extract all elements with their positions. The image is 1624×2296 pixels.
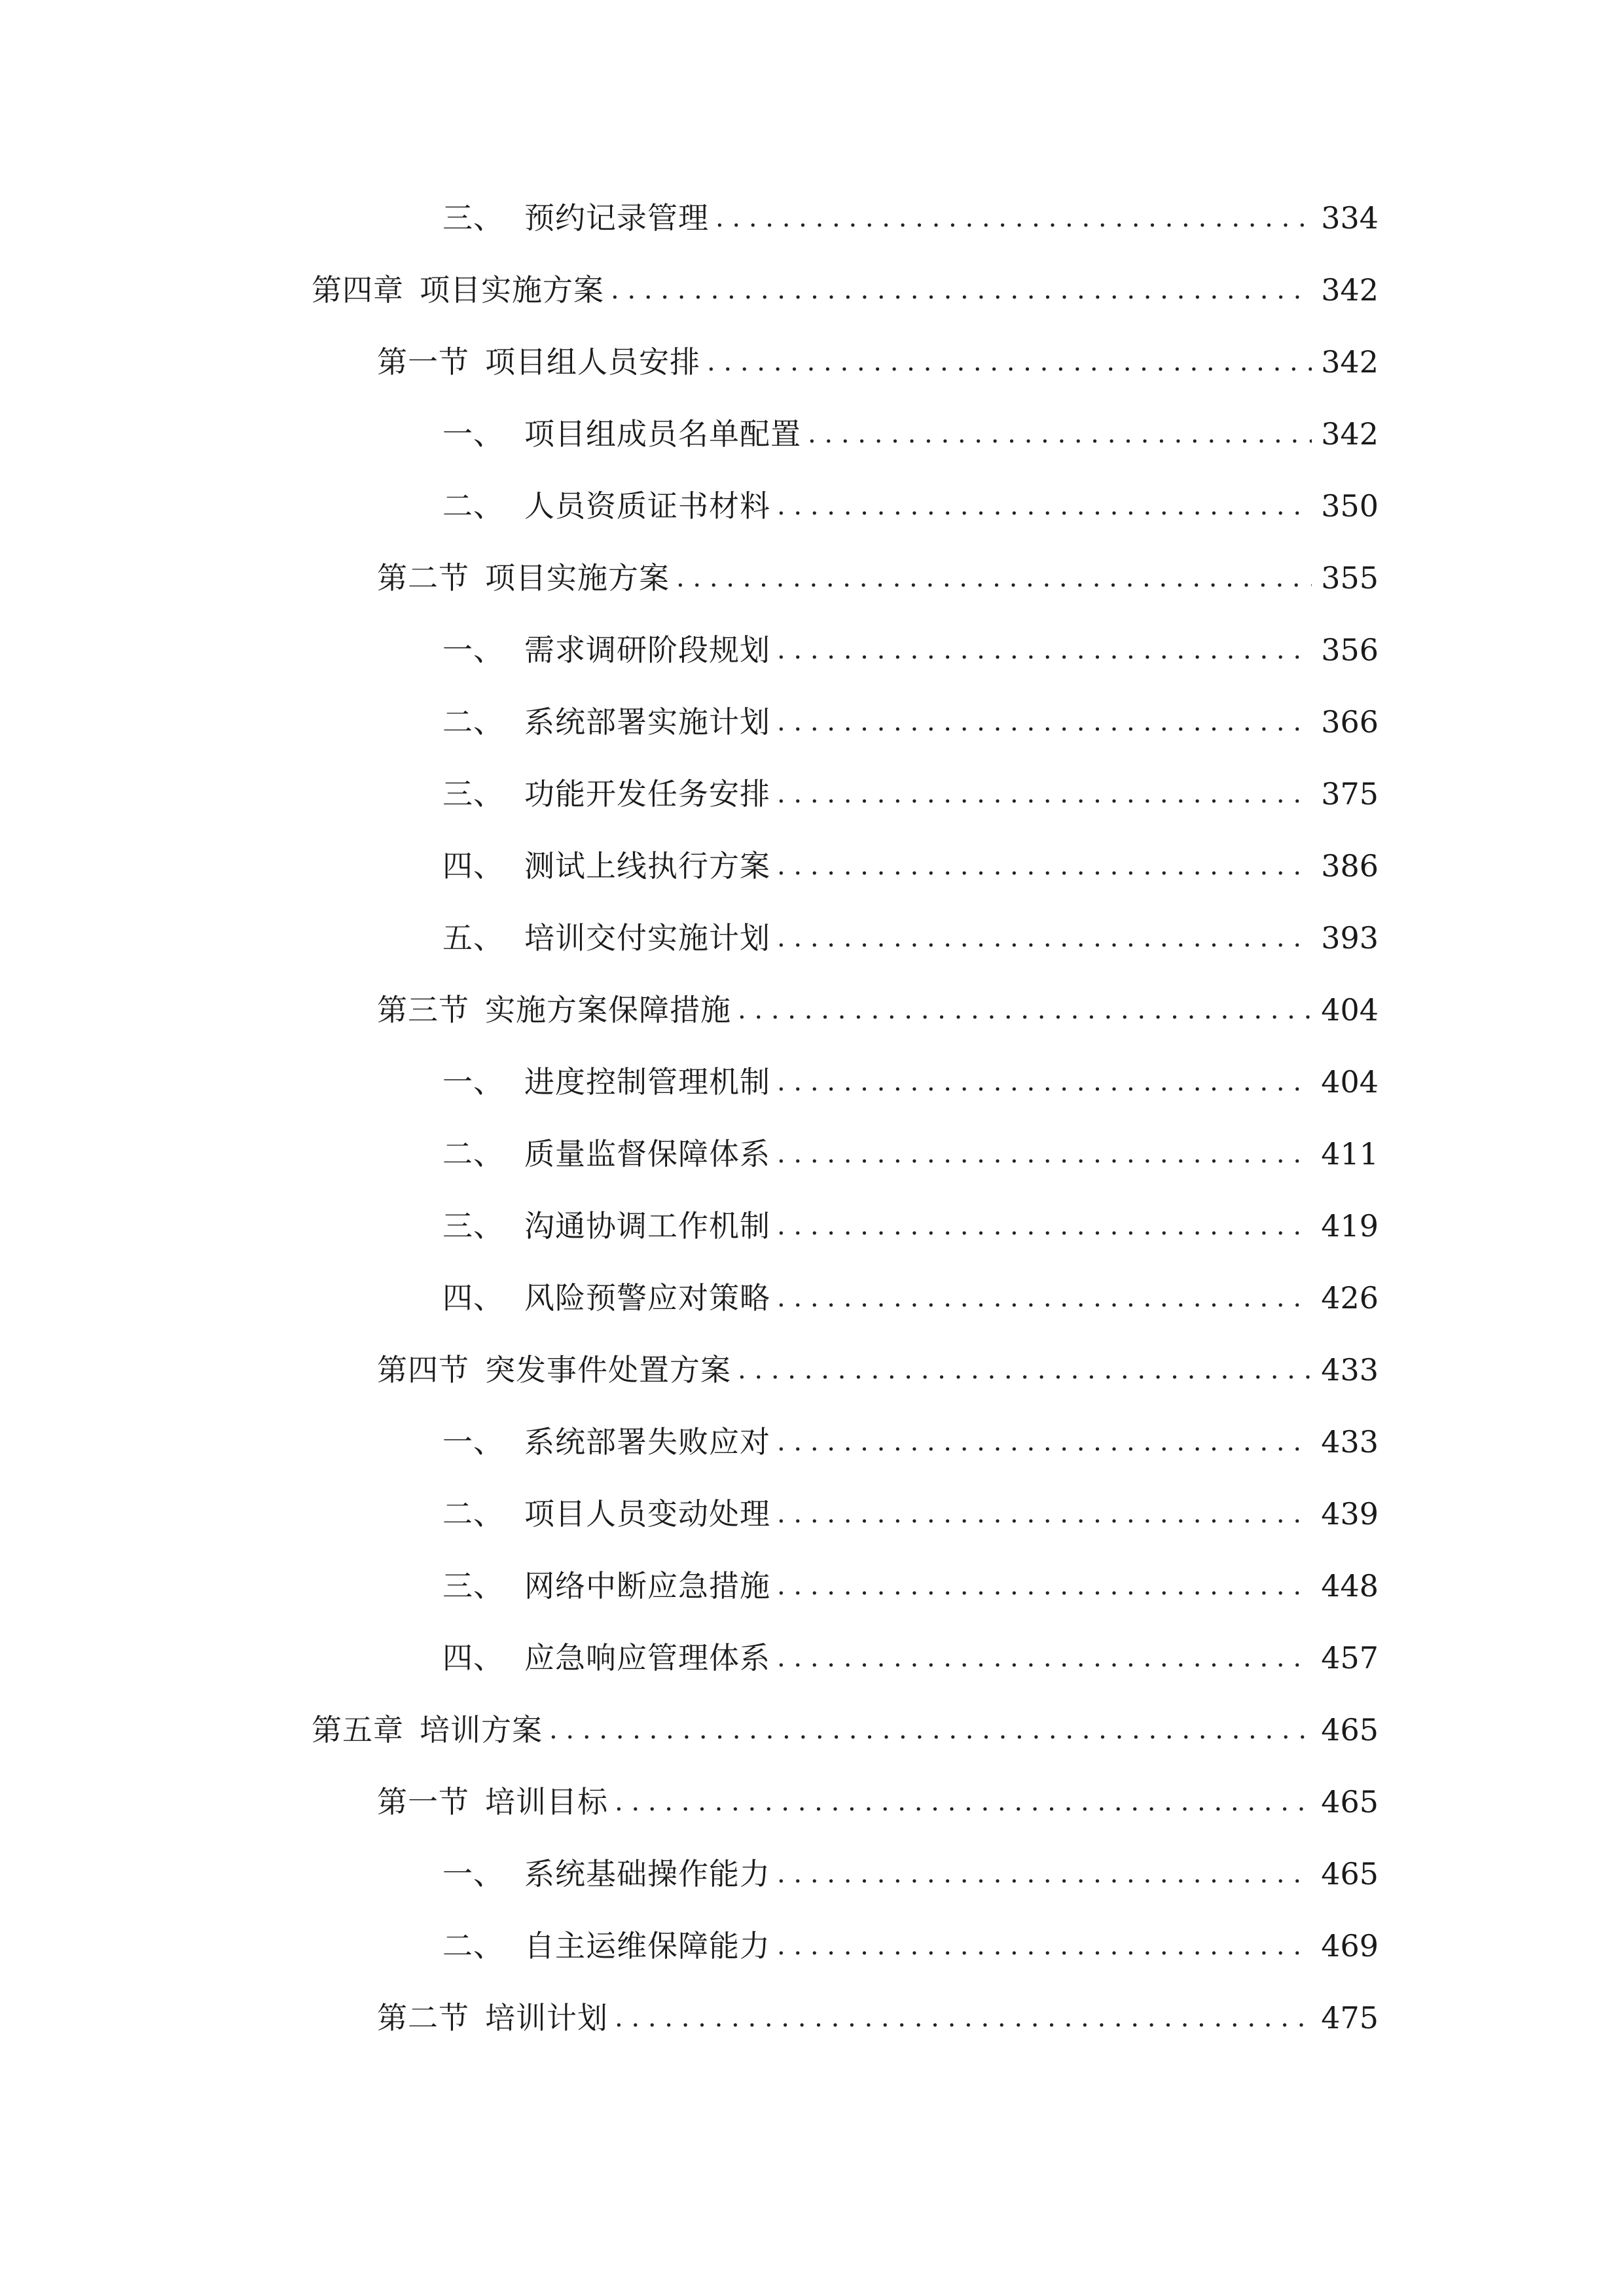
dot-leader bbox=[777, 624, 1312, 676]
toc-entry[interactable] bbox=[312, 264, 1379, 316]
page-number: 404 bbox=[1321, 1064, 1379, 1100]
toc-entry[interactable] bbox=[442, 696, 1379, 748]
page-number: 342 bbox=[1321, 416, 1379, 452]
toc-entry[interactable] bbox=[442, 768, 1379, 820]
toc-entry[interactable] bbox=[377, 336, 1379, 388]
toc-entry[interactable] bbox=[442, 1200, 1379, 1252]
page-number: 404 bbox=[1321, 992, 1379, 1028]
dot-leader bbox=[777, 1416, 1312, 1468]
entry-title: 风险预警应对策略 bbox=[524, 1280, 770, 1316]
entry-title: 项目组人员安排 bbox=[485, 344, 700, 380]
section-number: 第三节 bbox=[377, 992, 469, 1028]
page-number: 342 bbox=[1321, 272, 1379, 308]
toc-entry[interactable] bbox=[442, 192, 1379, 244]
toc-entry[interactable] bbox=[442, 1488, 1379, 1540]
entry-number: 四、 bbox=[442, 848, 504, 884]
page-number: 475 bbox=[1321, 2000, 1379, 2036]
entry-number: 三、 bbox=[442, 1568, 504, 1604]
entry-title: 实施方案保障措施 bbox=[485, 992, 731, 1028]
chapter-number: 第四章 bbox=[312, 272, 404, 308]
page-number: 433 bbox=[1321, 1424, 1379, 1460]
page-number: 439 bbox=[1321, 1496, 1379, 1532]
page-number: 366 bbox=[1321, 704, 1379, 740]
entry-title: 项目人员变动处理 bbox=[524, 1496, 770, 1532]
entry-number: 三、 bbox=[442, 1208, 504, 1244]
entry-number: 三、 bbox=[442, 776, 504, 812]
page-number: 465 bbox=[1321, 1784, 1379, 1820]
dot-leader bbox=[676, 552, 1312, 604]
dot-leader bbox=[808, 408, 1312, 460]
entry-title: 预约记录管理 bbox=[524, 200, 709, 236]
toc-entry[interactable] bbox=[442, 1560, 1379, 1612]
dot-leader bbox=[615, 1992, 1312, 2044]
dot-leader bbox=[777, 1488, 1312, 1540]
page-number: 448 bbox=[1321, 1568, 1379, 1604]
dot-leader bbox=[777, 480, 1312, 532]
entry-title: 培训计划 bbox=[485, 2000, 608, 2036]
entry-title: 培训目标 bbox=[485, 1784, 608, 1820]
toc-entry[interactable] bbox=[442, 1272, 1379, 1324]
toc-entry[interactable] bbox=[442, 840, 1379, 892]
dot-leader bbox=[777, 1128, 1312, 1180]
dot-leader bbox=[777, 840, 1312, 892]
entry-title: 培训交付实施计划 bbox=[524, 920, 770, 956]
toc-entry[interactable] bbox=[442, 1848, 1379, 1900]
toc-entry[interactable] bbox=[442, 624, 1379, 676]
dot-leader bbox=[777, 1848, 1312, 1900]
page-number: 457 bbox=[1321, 1640, 1379, 1676]
entry-title: 测试上线执行方案 bbox=[524, 848, 770, 884]
entry-number: 一、 bbox=[442, 1856, 504, 1892]
dot-leader bbox=[611, 264, 1312, 316]
toc-entry[interactable] bbox=[442, 912, 1379, 964]
entry-number: 二、 bbox=[442, 1496, 504, 1532]
toc-entry[interactable] bbox=[442, 1920, 1379, 1972]
toc-entry[interactable] bbox=[312, 1704, 1379, 1756]
dot-leader bbox=[615, 1776, 1312, 1828]
section-number: 第四节 bbox=[377, 1352, 469, 1388]
entry-number: 一、 bbox=[442, 1424, 504, 1460]
entry-title: 网络中断应急措施 bbox=[524, 1568, 770, 1604]
page-number: 419 bbox=[1321, 1208, 1379, 1244]
entry-title: 需求调研阶段规划 bbox=[524, 632, 770, 668]
entry-title: 质量监督保障体系 bbox=[524, 1136, 770, 1172]
page-number: 411 bbox=[1321, 1136, 1379, 1172]
section-number: 第一节 bbox=[377, 344, 469, 380]
entry-number: 二、 bbox=[442, 488, 504, 524]
page-number: 386 bbox=[1321, 848, 1379, 884]
toc-entry[interactable] bbox=[377, 552, 1379, 604]
entry-title: 突发事件处置方案 bbox=[485, 1352, 731, 1388]
entry-title: 功能开发任务安排 bbox=[524, 776, 770, 812]
dot-leader bbox=[777, 1560, 1312, 1612]
page-number: 355 bbox=[1321, 560, 1379, 596]
dot-leader bbox=[777, 1920, 1312, 1972]
section-number: 第二节 bbox=[377, 2000, 469, 2036]
page-number: 426 bbox=[1321, 1280, 1379, 1316]
entry-title: 系统部署实施计划 bbox=[524, 704, 770, 740]
toc-entry[interactable] bbox=[377, 1344, 1379, 1396]
entry-title: 培训方案 bbox=[420, 1712, 543, 1748]
page-number: 465 bbox=[1321, 1856, 1379, 1892]
toc-entry[interactable] bbox=[377, 984, 1379, 1036]
entry-title: 人员资质证书材料 bbox=[524, 488, 770, 524]
toc-entry[interactable] bbox=[442, 1416, 1379, 1468]
toc-entry[interactable] bbox=[377, 1992, 1379, 2044]
dot-leader bbox=[549, 1704, 1312, 1756]
dot-leader bbox=[777, 1272, 1312, 1324]
entry-title: 沟通协调工作机制 bbox=[524, 1208, 770, 1244]
page-number: 356 bbox=[1321, 632, 1379, 668]
entry-number: 二、 bbox=[442, 704, 504, 740]
entry-title: 系统部署失败应对 bbox=[524, 1424, 770, 1460]
page-number: 342 bbox=[1321, 344, 1379, 380]
page-number: 350 bbox=[1321, 488, 1379, 524]
dot-leader bbox=[777, 696, 1312, 748]
dot-leader bbox=[715, 192, 1312, 244]
entry-number: 五、 bbox=[442, 920, 504, 956]
page-number: 433 bbox=[1321, 1352, 1379, 1388]
dot-leader bbox=[777, 768, 1312, 820]
chapter-number: 第五章 bbox=[312, 1712, 404, 1748]
dot-leader bbox=[738, 984, 1312, 1036]
entry-title: 项目实施方案 bbox=[485, 560, 670, 596]
entry-number: 四、 bbox=[442, 1640, 504, 1676]
page-number: 469 bbox=[1321, 1928, 1379, 1964]
page-number: 465 bbox=[1321, 1712, 1379, 1748]
entry-number: 二、 bbox=[442, 1136, 504, 1172]
toc-entry[interactable] bbox=[377, 1776, 1379, 1828]
entry-title: 进度控制管理机制 bbox=[524, 1064, 770, 1100]
dot-leader bbox=[777, 1056, 1312, 1108]
entry-number: 一、 bbox=[442, 416, 504, 452]
entry-number: 二、 bbox=[442, 1928, 504, 1964]
entry-title: 系统基础操作能力 bbox=[524, 1856, 770, 1892]
page-number: 393 bbox=[1321, 920, 1379, 956]
entry-title: 应急响应管理体系 bbox=[524, 1640, 770, 1676]
toc-entry[interactable] bbox=[442, 480, 1379, 532]
toc-entry[interactable] bbox=[442, 1056, 1379, 1108]
dot-leader bbox=[738, 1344, 1312, 1396]
entry-number: 三、 bbox=[442, 200, 504, 236]
dot-leader bbox=[777, 1200, 1312, 1252]
page-number: 375 bbox=[1321, 776, 1379, 812]
toc-entry[interactable] bbox=[442, 1632, 1379, 1684]
toc-entry[interactable] bbox=[442, 1128, 1379, 1180]
page-number: 334 bbox=[1321, 200, 1379, 236]
section-number: 第二节 bbox=[377, 560, 469, 596]
dot-leader bbox=[777, 1632, 1312, 1684]
entry-title: 项目实施方案 bbox=[420, 272, 604, 308]
entry-number: 四、 bbox=[442, 1280, 504, 1316]
entry-number: 一、 bbox=[442, 1064, 504, 1100]
section-number: 第一节 bbox=[377, 1784, 469, 1820]
entry-number: 一、 bbox=[442, 632, 504, 668]
dot-leader bbox=[777, 912, 1312, 964]
toc-entry[interactable] bbox=[442, 408, 1379, 460]
dot-leader bbox=[707, 336, 1312, 388]
entry-title: 自主运维保障能力 bbox=[524, 1928, 770, 1964]
entry-title: 项目组成员名单配置 bbox=[524, 416, 801, 452]
